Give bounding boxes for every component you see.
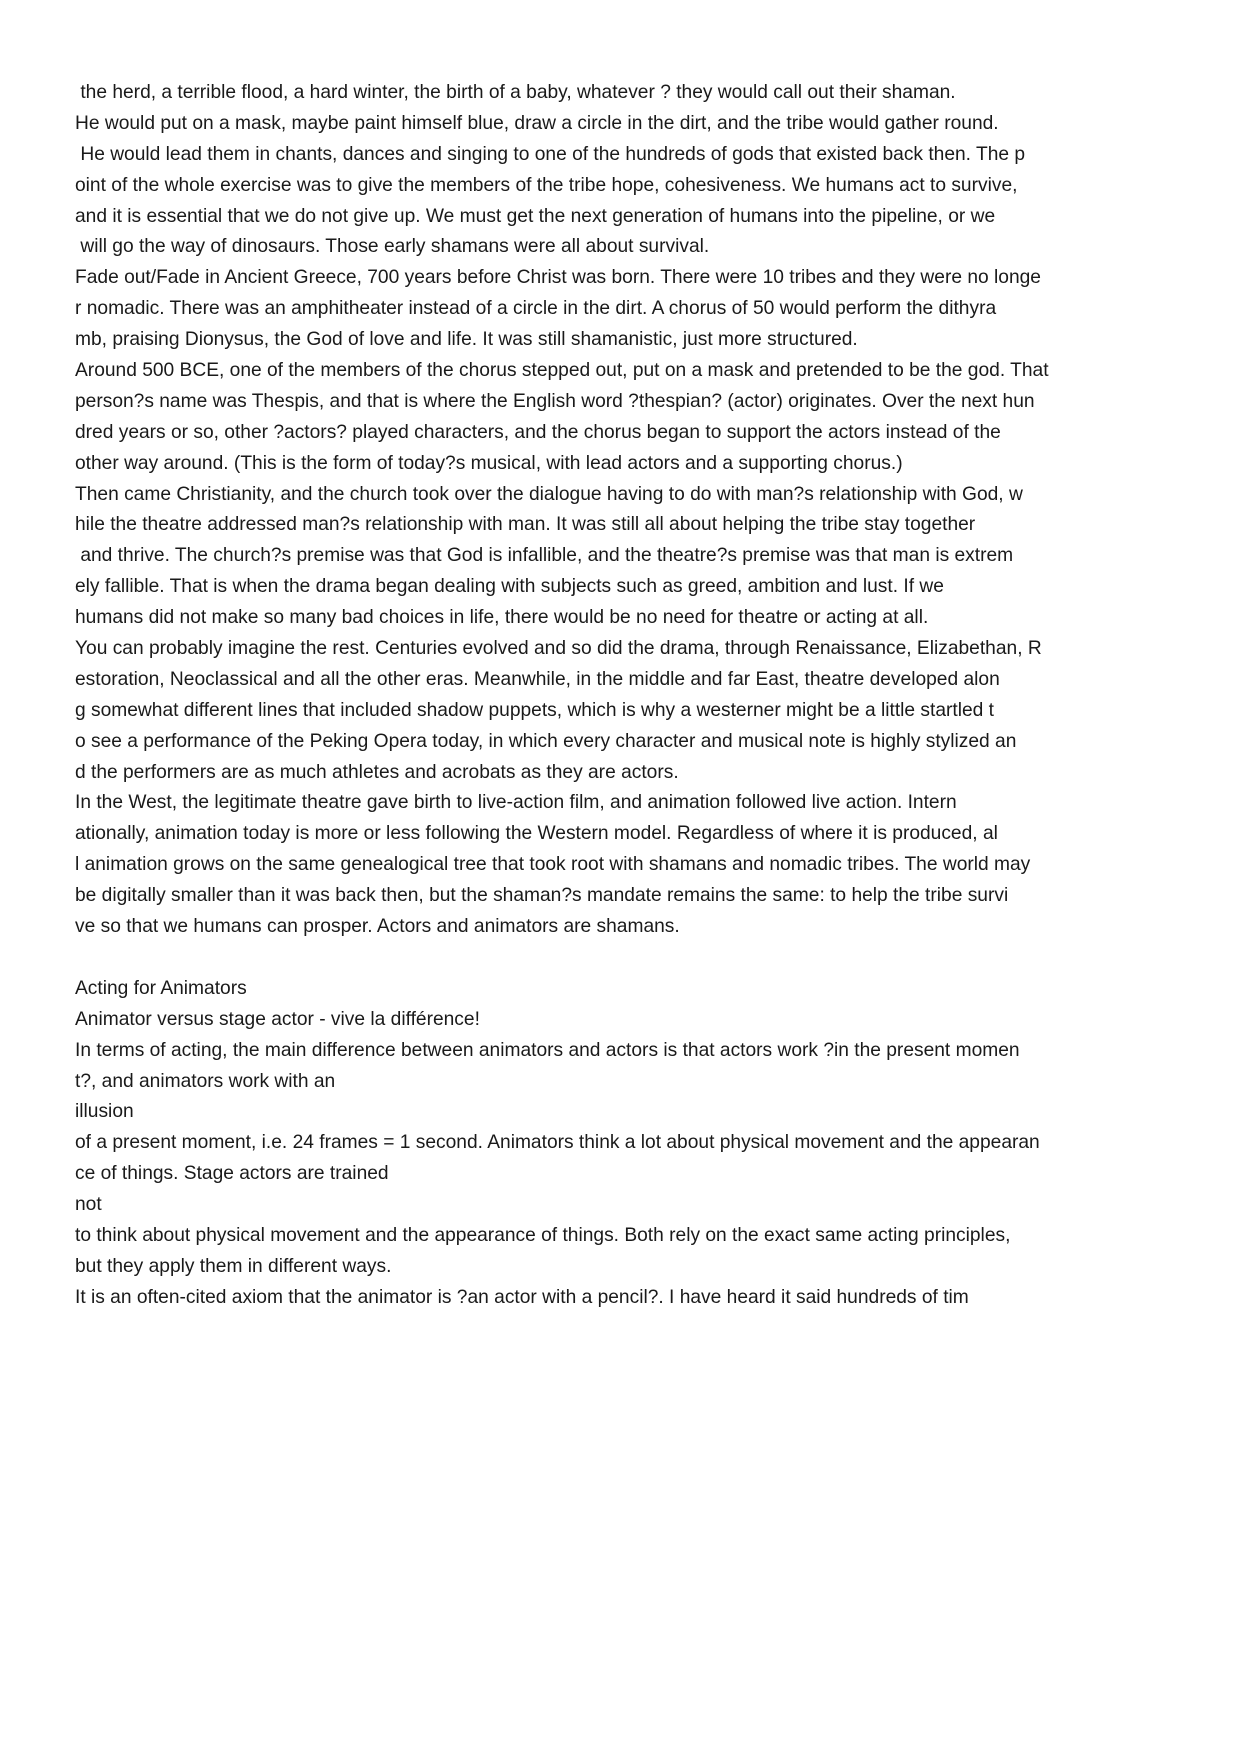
text-line: ve so that we humans can prosper. Actors and animators are shamans. [75, 916, 680, 938]
text-line: ely fallible. That is when the drama began dealing with subjects such as greed, ambition and lust. If we [75, 576, 944, 598]
text-line: to think about physical movement and the appearance of things. Both rely on the exact same acting principles, [75, 1224, 1011, 1246]
text-line: You can probably imagine the rest. Centuries evolved and so did the drama, through Renaissance, Elizabethan, R [75, 638, 1042, 660]
text-line: l animation grows on the same genealogical tree that took root with shamans and nomadic tribes. The world may [75, 854, 1031, 876]
body-text [75, 78, 1185, 1314]
text-line: r nomadic. There was an amphitheater instead of a circle in the dirt. A chorus of 50 would perform the dithyra [75, 298, 997, 320]
text-line: but they apply them in different ways. [75, 1255, 392, 1277]
section-heading: Acting for Animators [75, 977, 247, 999]
text-line: In terms of acting, the main difference between animators and actors is that actors work ?in the present momen [75, 1039, 1020, 1061]
text-line: ationally, animation today is more or less following the Western model. Regardless of where it is produced, al [75, 823, 998, 845]
text-line: Fade out/Fade in Ancient Greece, 700 years before Christ was born. There were 10 tribes and they were no longe [75, 267, 1041, 289]
blank-line [75, 943, 1185, 974]
text-line: other way around. (This is the form of today?s musical, with lead actors and a supporting chorus.) [75, 452, 903, 474]
text-line: He would lead them in chants, dances and singing to one of the hundreds of gods that existed back then. The p [75, 143, 1026, 165]
text-line: oint of the whole exercise was to give the members of the tribe hope, cohesiveness. We humans act to survive, [75, 174, 1018, 196]
text-line: He would put on a mask, maybe paint himself blue, draw a circle in the dirt, and the tribe would gather round. [75, 112, 999, 134]
text-line: Around 500 BCE, one of the members of the chorus stepped out, put on a mask and pretended to be the god. That [75, 360, 1049, 382]
text-line: will go the way of dinosaurs. Those early shamans were all about survival. [75, 236, 710, 258]
text-line: of a present moment, i.e. 24 frames = 1 second. Animators think a lot about physical movement and the appearan [75, 1132, 1040, 1154]
text-line: be digitally smaller than it was back then, but the shaman?s mandate remains the same: to help the tribe survi [75, 885, 1009, 907]
text-line: ce of things. Stage actors are trained [75, 1163, 389, 1185]
text-line: o see a performance of the Peking Opera today, in which every character and musical note is highly stylized an [75, 730, 1017, 752]
subheading: Animator versus stage actor - vive la différence! [75, 1008, 480, 1030]
text-line: d the performers are as much athletes and acrobats as they are actors. [75, 761, 679, 783]
text-line: t?, and animators work with an [75, 1070, 336, 1092]
text-line: illusion [75, 1101, 134, 1123]
text-line: estoration, Neoclassical and all the other eras. Meanwhile, in the middle and far East, theatre developed alon [75, 668, 1000, 690]
text-line: Then came Christianity, and the church took over the dialogue having to do with man?s relationship with God, w [75, 483, 1023, 505]
text-line: dred years or so, other ?actors? played characters, and the chorus began to support the actors instead of the [75, 421, 1001, 443]
text-line: humans did not make so many bad choices in life, there would be no need for theatre or acting at all. [75, 607, 929, 629]
text-line: person?s name was Thespis, and that is where the English word ?thespian? (actor) originates. Over the next hun [75, 390, 1035, 412]
text-line: and thrive. The church?s premise was that God is infallible, and the theatre?s premise was that man is extrem [75, 545, 1014, 567]
text-line: and it is essential that we do not give up. We must get the next generation of humans into the pipeline, or we [75, 205, 996, 227]
text-line: mb, praising Dionysus, the God of love and life. It was still shamanistic, just more structured. [75, 329, 858, 351]
text-line: not [75, 1194, 102, 1216]
text-line: g somewhat different lines that included shadow puppets, which is why a westerner might be a little startled t [75, 699, 995, 721]
text-line: It is an often-cited axiom that the animator is ?an actor with a pencil?. I have heard it said hundreds of tim [75, 1286, 969, 1308]
text-line: In the West, the legitimate theatre gave birth to live-action film, and animation followed live action. Intern [75, 792, 957, 814]
text-line: hile the theatre addressed man?s relationship with man. It was still all about helping the tribe stay together [75, 514, 976, 536]
text-line: the herd, a terrible flood, a hard winter, the birth of a baby, whatever ? they would call out their shaman. [75, 82, 956, 103]
